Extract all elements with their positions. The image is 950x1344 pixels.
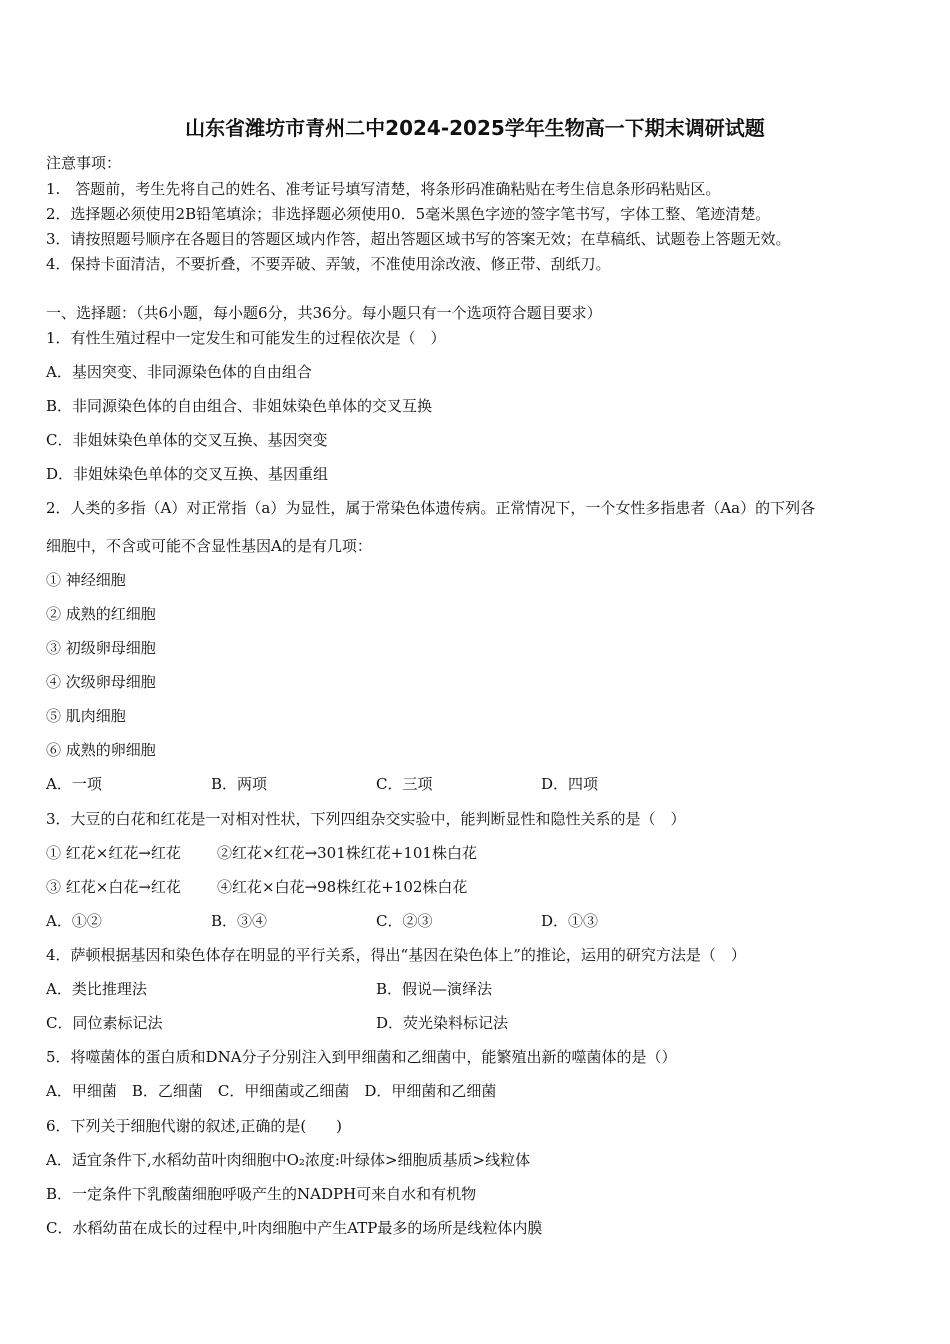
q2-stem-line1: 2．人类的多指（A）对正常指（a）为显性，属于常染色体遗传病。正常情况下，一个女性多指患者（Aa）的下列各: [46, 499, 816, 517]
q2-item-2: ② 成熟的红细胞: [46, 605, 156, 623]
q1-option-d: D．非姐妹染色单体的交叉互换、基因重组: [46, 465, 329, 483]
q1-option-b: B．非同源染色体的自由组合、非姐妹染色单体的交叉互换: [46, 397, 433, 415]
q3-option-b: B．③④: [211, 912, 268, 930]
q2-item-1: ① 神经细胞: [46, 571, 126, 589]
q6-option-c: C．水稻幼苗在成长的过程中,叶肉细胞中产生ATP最多的场所是线粒体内膜: [46, 1219, 543, 1237]
q3-cross-1: ① 红花×红花→红花: [46, 844, 181, 862]
q4-stem: 4．萨顿根据基因和染色体存在明显的平行关系，得出“基因在染色体上”的推论，运用的研究方法是（ ）: [46, 946, 746, 964]
q5-stem: 5．将噬菌体的蛋白质和DNA分子分别注入到甲细菌和乙细菌中，能繁殖出新的噬菌体的是（）: [46, 1048, 677, 1066]
q2-stem-line2: 细胞中，不含或可能不含显性基因A的是有几项：: [46, 537, 372, 555]
q3-stem: 3．大豆的白花和红花是一对相对性状，下列四组杂交实验中，能判断显性和隐性关系的是（ ）: [46, 810, 686, 828]
q6-stem: 6．下列关于细胞代谢的叙述,正确的是( ): [46, 1117, 343, 1135]
q5-options: A．甲细菌 B．乙细菌 C．甲细菌或乙细菌 D．甲细菌和乙细菌: [46, 1082, 497, 1100]
notice-item-4: 4．保持卡面清洁，不要折叠，不要弄破、弄皱，不准使用涂改液、修正带、刮纸刀。: [46, 255, 611, 273]
q6-option-a: A．适宜条件下,水稻幼苗叶肉细胞中O₂浓度:叶绿体>细胞质基质>线粒体: [46, 1151, 531, 1169]
q2-option-c: C．三项: [376, 775, 433, 793]
notice-item-3: 3．请按照题号顺序在各题目的答题区域内作答，超出答题区域书写的答案无效；在草稿纸、试题卷上答题无效。: [46, 230, 791, 248]
q4-option-c: C．同位素标记法: [46, 1014, 163, 1032]
q4-option-a: A．类比推理法: [46, 980, 147, 998]
q1-option-c: C．非姐妹染色单体的交叉互换、基因突变: [46, 431, 328, 449]
q3-option-c: C．②③: [376, 912, 433, 930]
q6-option-b: B．一定条件下乳酸菌细胞呼吸产生的NADPH可来自水和有机物: [46, 1185, 477, 1203]
q3-cross-2: ②红花×红花→301株红花+101株白花: [217, 844, 477, 862]
q4-option-b: B．假说—演绎法: [376, 980, 493, 998]
q1-stem: 1．有性生殖过程中一定发生和可能发生的过程依次是（ ）: [46, 329, 446, 347]
q2-item-4: ④ 次级卵母细胞: [46, 673, 156, 691]
notice-item-2: 2．选择题必须使用2B铅笔填涂；非选择题必须使用0．5毫米黑色字迹的签字笔书写，字体工整、笔迹清楚。: [46, 205, 771, 223]
q2-option-b: B．两项: [211, 775, 268, 793]
notice-heading: 注意事项：: [46, 154, 122, 172]
section-heading: 一、选择题：（共6小题，每小题6分，共36分。每小题只有一个选项符合题目要求）: [46, 304, 602, 322]
q2-option-d: D．四项: [541, 775, 599, 793]
q2-item-3: ③ 初级卵母细胞: [46, 639, 156, 657]
q3-cross-3: ③ 红花×白花→红花: [46, 878, 181, 896]
q1-option-a: A．基因突变、非同源染色体的自由组合: [46, 363, 312, 381]
q3-cross-4: ④红花×白花→98株红花+102株白花: [217, 878, 468, 896]
q2-item-5: ⑤ 肌肉细胞: [46, 707, 126, 725]
notice-item-1: 1. 答题前，考生先将自己的姓名、准考证号填写清楚，将条形码准确粘贴在考生信息条形码粘贴区。: [46, 180, 721, 198]
q2-item-6: ⑥ 成熟的卵细胞: [46, 741, 156, 759]
q3-option-a: A．①②: [46, 912, 102, 930]
q2-option-a: A．一项: [46, 775, 102, 793]
q4-option-d: D．荧光染料标记法: [376, 1014, 509, 1032]
page-title: 山东省潍坊市青州二中2024-2025学年生物高一下期末调研试题: [185, 116, 765, 140]
q3-option-d: D．①③: [541, 912, 599, 930]
